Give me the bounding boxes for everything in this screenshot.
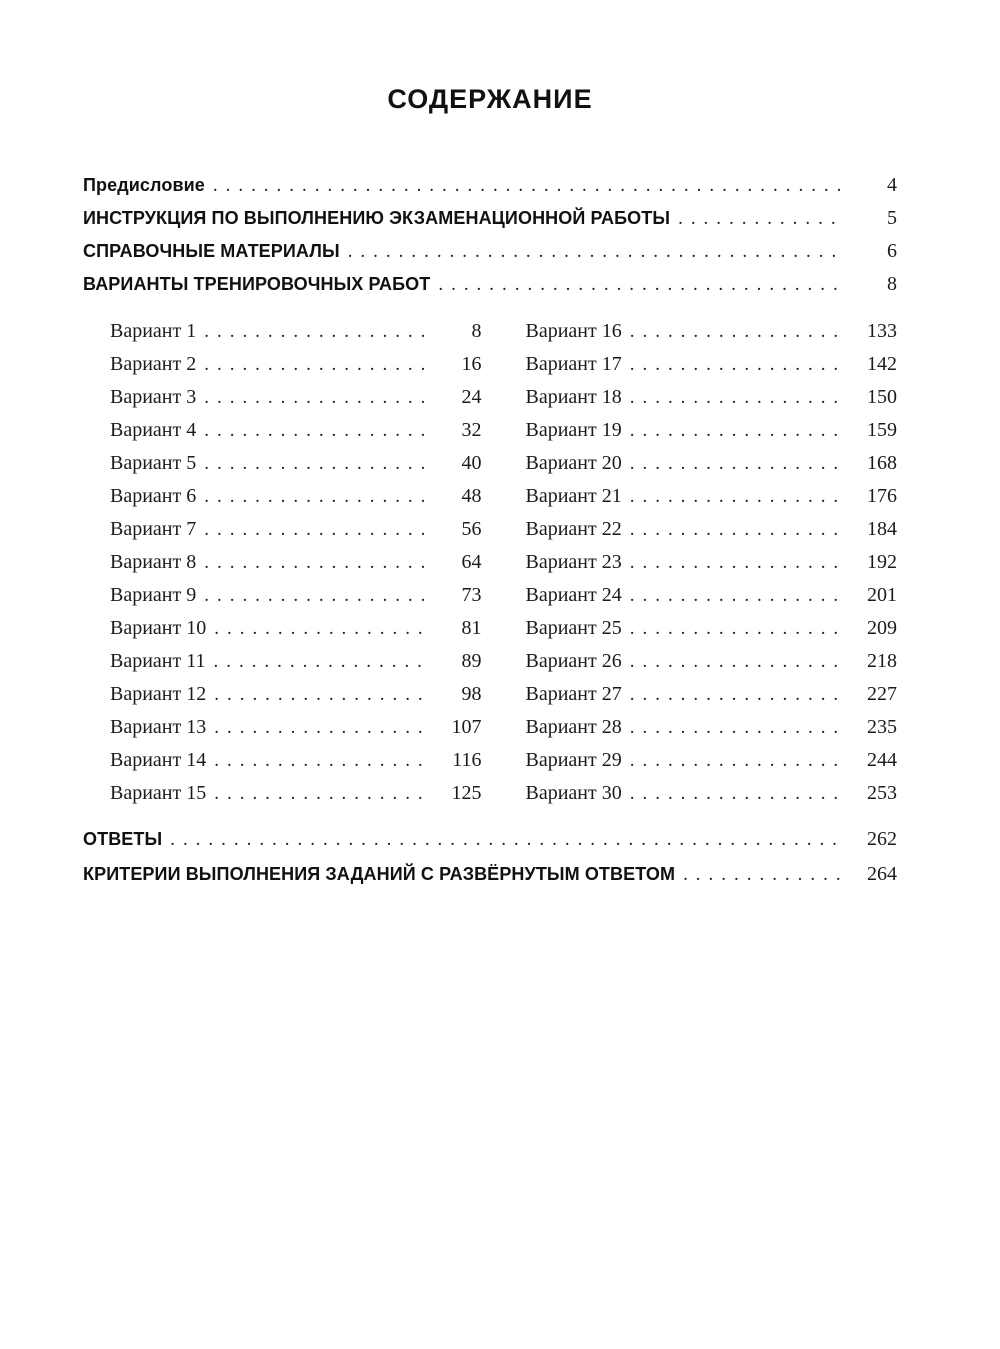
variant-page-number: 201 [867, 584, 897, 606]
dot-leader [204, 579, 427, 612]
variant-page-number: 8 [471, 320, 482, 342]
dot-leader [214, 777, 427, 810]
variant-row [110, 711, 482, 744]
dot-leader [630, 645, 843, 678]
variant-page-number: 142 [867, 353, 897, 375]
variant-label: Вариант 30 [525, 782, 622, 804]
dot-leader [630, 414, 843, 447]
dot-leader [438, 268, 843, 301]
dot-leader [204, 414, 427, 447]
variant-page-number: 56 [461, 518, 482, 540]
toc-entry-criteria [83, 857, 897, 892]
variant-row [110, 447, 482, 480]
dot-leader [630, 315, 843, 348]
variant-page-number: 98 [461, 683, 482, 705]
variant-page-number: 184 [867, 518, 897, 540]
toc-entry-label: КРИТЕРИИ ВЫПОЛНЕНИЯ ЗАДАНИЙ С РАЗВЁРНУТЫМ ОТВЕТОМ [83, 864, 676, 884]
variant-label: Вариант 3 [110, 386, 197, 408]
variant-label: Вариант 6 [110, 485, 197, 507]
variant-row [526, 777, 898, 810]
variant-label: Вариант 2 [110, 353, 197, 375]
main-entries [83, 169, 897, 301]
dot-leader [348, 235, 843, 268]
dot-leader [630, 513, 843, 546]
variant-page-number: 24 [461, 386, 482, 408]
variant-label: Вариант 9 [110, 584, 197, 606]
variant-row [526, 579, 898, 612]
toc-entry-label: ВАРИАНТЫ ТРЕНИРОВОЧНЫХ РАБОТ [83, 274, 431, 294]
variant-page-number: 235 [867, 716, 897, 738]
toc-page-number: 262 [867, 828, 897, 850]
variant-label: Вариант 13 [110, 716, 207, 738]
variant-row [526, 678, 898, 711]
dot-leader [204, 348, 427, 381]
variant-row [526, 381, 898, 414]
variant-row [110, 513, 482, 546]
toc-entry-instructions [83, 202, 897, 235]
dot-leader [630, 777, 843, 810]
toc-entry-answers [83, 822, 897, 857]
dot-leader [214, 612, 427, 645]
variant-label: Вариант 29 [525, 749, 622, 771]
variant-row [526, 711, 898, 744]
variant-label: Вариант 4 [110, 419, 197, 441]
toc-entry-reference-materials [83, 235, 897, 268]
variant-page-number: 48 [461, 485, 482, 507]
dot-leader [630, 744, 843, 777]
dot-leader [204, 480, 427, 513]
toc-page-number: 6 [887, 240, 897, 262]
variant-row [526, 546, 898, 579]
variant-page-number: 40 [461, 452, 482, 474]
variant-page-number: 125 [451, 782, 482, 804]
variant-label: Вариант 21 [525, 485, 622, 507]
variant-label: Вариант 24 [525, 584, 622, 606]
variants-left-column [110, 315, 482, 810]
variant-page-number: 133 [867, 320, 897, 342]
dot-leader [213, 169, 843, 202]
toc-page-number: 4 [887, 174, 897, 196]
dot-leader [204, 513, 427, 546]
variant-label: Вариант 11 [110, 650, 206, 672]
toc-page-number: 264 [867, 863, 897, 885]
variants-section [83, 315, 897, 810]
variant-label: Вариант 26 [525, 650, 622, 672]
variant-row [526, 315, 898, 348]
variant-label: Вариант 25 [525, 617, 622, 639]
variant-row [110, 678, 482, 711]
variant-label: Вариант 17 [525, 353, 622, 375]
variant-page-number: 116 [452, 749, 482, 771]
variant-row [526, 447, 898, 480]
dot-leader [630, 579, 843, 612]
dot-leader [630, 447, 843, 480]
variant-label: Вариант 19 [525, 419, 622, 441]
variant-row [110, 645, 482, 678]
variant-label: Вариант 7 [110, 518, 197, 540]
variant-page-number: 227 [867, 683, 897, 705]
variant-label: Вариант 28 [525, 716, 622, 738]
dot-leader [214, 744, 427, 777]
variant-row [526, 480, 898, 513]
dot-leader [214, 711, 427, 744]
variant-label: Вариант 22 [525, 518, 622, 540]
variant-page-number: 89 [461, 650, 482, 672]
variant-label: Вариант 23 [525, 551, 622, 573]
variants-right-column [526, 315, 898, 810]
variant-label: Вариант 12 [110, 683, 207, 705]
variant-label: Вариант 8 [110, 551, 197, 573]
dot-leader [678, 202, 843, 235]
toc-entry-label: СПРАВОЧНЫЕ МАТЕРИАЛЫ [83, 241, 340, 261]
dot-leader [630, 348, 843, 381]
variant-row [526, 645, 898, 678]
variant-page-number: 81 [461, 617, 482, 639]
variant-row [110, 348, 482, 381]
variant-page-number: 107 [451, 716, 482, 738]
variant-label: Вариант 1 [110, 320, 197, 342]
variant-row [526, 744, 898, 777]
dot-leader [630, 381, 843, 414]
variant-page-number: 64 [461, 551, 482, 573]
variant-row [526, 348, 898, 381]
variant-page-number: 150 [867, 386, 897, 408]
dot-leader [204, 315, 427, 348]
dot-leader [214, 678, 427, 711]
variant-row [110, 315, 482, 348]
toc-entry-label: ИНСТРУКЦИЯ ПО ВЫПОЛНЕНИЮ ЭКЗАМЕНАЦИОННОЙ РАБОТЫ [83, 208, 671, 228]
variant-row [110, 546, 482, 579]
dot-leader [204, 381, 427, 414]
variant-page-number: 253 [867, 782, 897, 804]
variant-label: Вариант 20 [525, 452, 622, 474]
page-title: СОДЕРЖАНИЕ [387, 84, 593, 114]
dot-leader [630, 678, 843, 711]
toc-entry-label: Предисловие [83, 175, 205, 195]
variant-row [110, 612, 482, 645]
variant-page-number: 209 [867, 617, 897, 639]
variant-row [526, 513, 898, 546]
variant-page-number: 16 [461, 353, 482, 375]
variant-row [110, 777, 482, 810]
variant-label: Вариант 15 [110, 782, 207, 804]
variant-label: Вариант 16 [525, 320, 622, 342]
variant-row [110, 414, 482, 447]
dot-leader [683, 857, 843, 892]
variant-label: Вариант 27 [525, 683, 622, 705]
variant-row [526, 612, 898, 645]
variant-label: Вариант 5 [110, 452, 197, 474]
variant-label: Вариант 14 [110, 749, 207, 771]
variant-page-number: 192 [867, 551, 897, 573]
dot-leader [214, 645, 428, 678]
toc-page-number: 8 [887, 273, 897, 295]
toc-entry-preface [83, 169, 897, 202]
dot-leader [204, 447, 427, 480]
variant-label: Вариант 18 [525, 386, 622, 408]
dot-leader [630, 711, 843, 744]
dot-leader [630, 546, 843, 579]
dot-leader [204, 546, 427, 579]
toc-page-number: 5 [887, 207, 897, 229]
toc-entry-label: ОТВЕТЫ [83, 829, 163, 849]
footer-entries [83, 822, 897, 892]
variant-page-number: 244 [867, 749, 897, 771]
variant-row [110, 381, 482, 414]
variant-page-number: 218 [867, 650, 897, 672]
variant-page-number: 159 [867, 419, 897, 441]
dot-leader [170, 822, 843, 857]
variant-row [526, 414, 898, 447]
variant-page-number: 32 [461, 419, 482, 441]
variant-row [110, 579, 482, 612]
toc-entry-training-variants [83, 268, 897, 301]
variant-page-number: 176 [867, 485, 897, 507]
variant-page-number: 73 [461, 584, 482, 606]
variant-label: Вариант 10 [110, 617, 207, 639]
dot-leader [630, 612, 843, 645]
variant-row [110, 744, 482, 777]
variant-row [110, 480, 482, 513]
dot-leader [630, 480, 843, 513]
variant-page-number: 168 [867, 452, 897, 474]
